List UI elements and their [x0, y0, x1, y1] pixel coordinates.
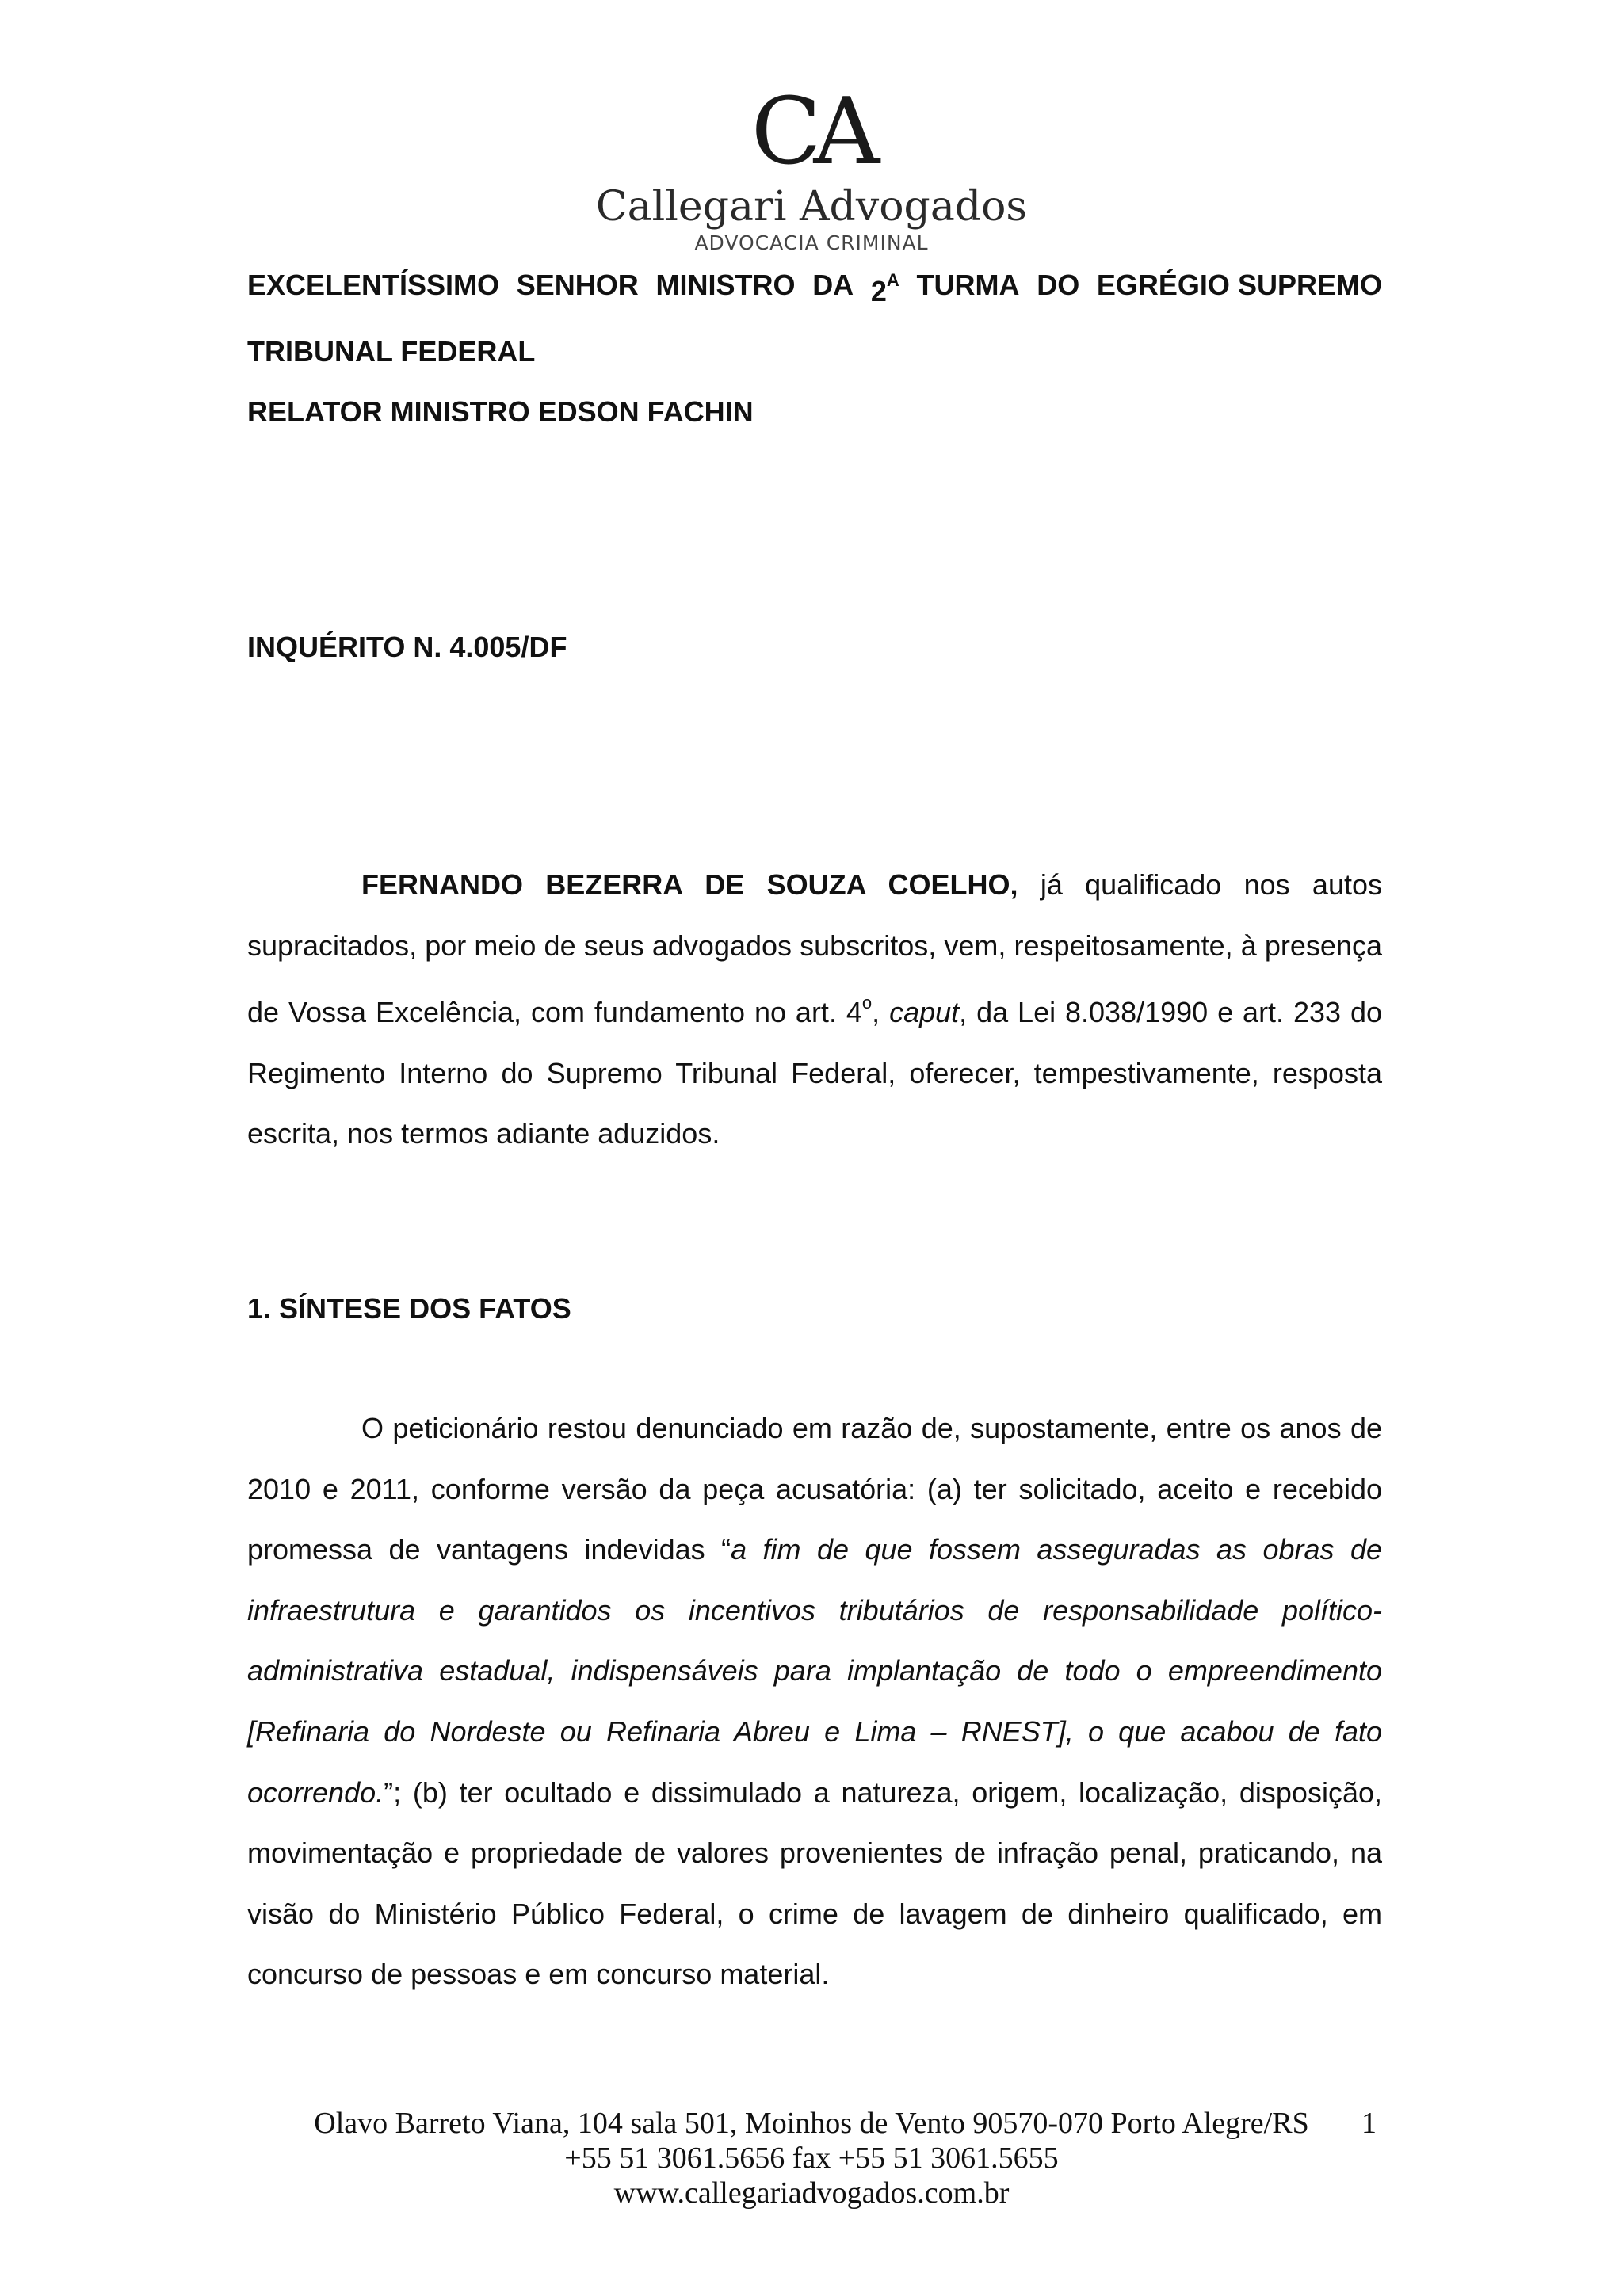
addressee-line-2: TRIBUNAL FEDERAL: [247, 335, 536, 368]
addressee-block: [247, 255, 1382, 442]
footer-phone: +55 51 3061.5656 fax +55 51 3061.5655: [564, 2142, 1059, 2175]
intro-paragraph: FERNANDO BEZERRA DE SOUZA COELHO, já qualificado nos autos supracitados, por meio de seus advogados subscritos, vem, respeitosamente, à presença de Vossa Excelência, com fundamento no art. 4$^o$, caput, da Lei 8.038/1990 e art. 233 do Regimento Interno do Supremo Tribunal Federal, oferecer, tempestivamente, resposta escrita, nos termos adiante aduzidos.: [247, 868, 1383, 1150]
footer-website: www.callegariadvogados.com.br: [613, 2176, 1010, 2210]
case-reference: INQUÉRITO N. 4.005/DF: [247, 631, 567, 663]
firm-name: Callegari Advogados: [595, 183, 1028, 231]
facts-paragraph: O peticionário restou denunciado em razão de, supostamente, entre os anos de 2010 e 2011, conforme versão da peça acusatória: (a) ter solicitado, aceito e recebido promessa de vantagens indevidas “a fim de que fossem asseguradas as obras de infraestrutura e garantidos os incentivos tributários de responsabilidade político-administrativa estadual, indispensáveis para implantação de todo o empreendimento [Refinaria do Nordeste ou Refinaria Abreu e Lima – RNEST], o que acabou de fato ocorrendo.”; (b) ter ocultado e dissimulado a natureza, origem, localização, disposição, movimentação e propriedade de valores provenientes de infração penal, praticando, na visão do Ministério Público Federal, o crime de lavagem de dinheiro qualificado, em concurso de pessoas e em concurso material.: [247, 1412, 1383, 1991]
footer-address: Olavo Barreto Viana, 104 sala 501, Moinhos de Vento 90570-070 Porto Alegre/RS: [314, 2107, 1309, 2140]
firm-tagline: ADVOCACIA CRIMINAL: [694, 231, 929, 254]
section-title: 1. SÍNTESE DOS FATOS: [247, 1292, 571, 1325]
monogram-logo: CA: [750, 78, 873, 185]
indictment-quote: a fim de que fossem asseguradas as obras de infraestrutura e garantidos os incentivos tributários de responsabilidade político-administrativa estadual, indispensáveis para implantação de todo o empreendimento [Refinaria do Nordeste ou Refinaria Abreu e Lima – RNEST], o que acabou de fato ocorrendo.: [247, 1533, 1383, 1809]
letterhead-logo: [0, 78, 1623, 255]
addressee-line-3: RELATOR MINISTRO EDSON FACHIN: [247, 395, 754, 428]
petitioner-name: FERNANDO BEZERRA DE SOUZA COELHO,: [361, 868, 1018, 901]
page-footer: [0, 2106, 1623, 2210]
page-number: 1: [1361, 2107, 1377, 2140]
addressee-line-1: EXCELENTÍSSIMO SENHOR MINISTRO DA $2^A$ TURMA DO EGRÉGIO SUPREMO: [247, 269, 1382, 307]
